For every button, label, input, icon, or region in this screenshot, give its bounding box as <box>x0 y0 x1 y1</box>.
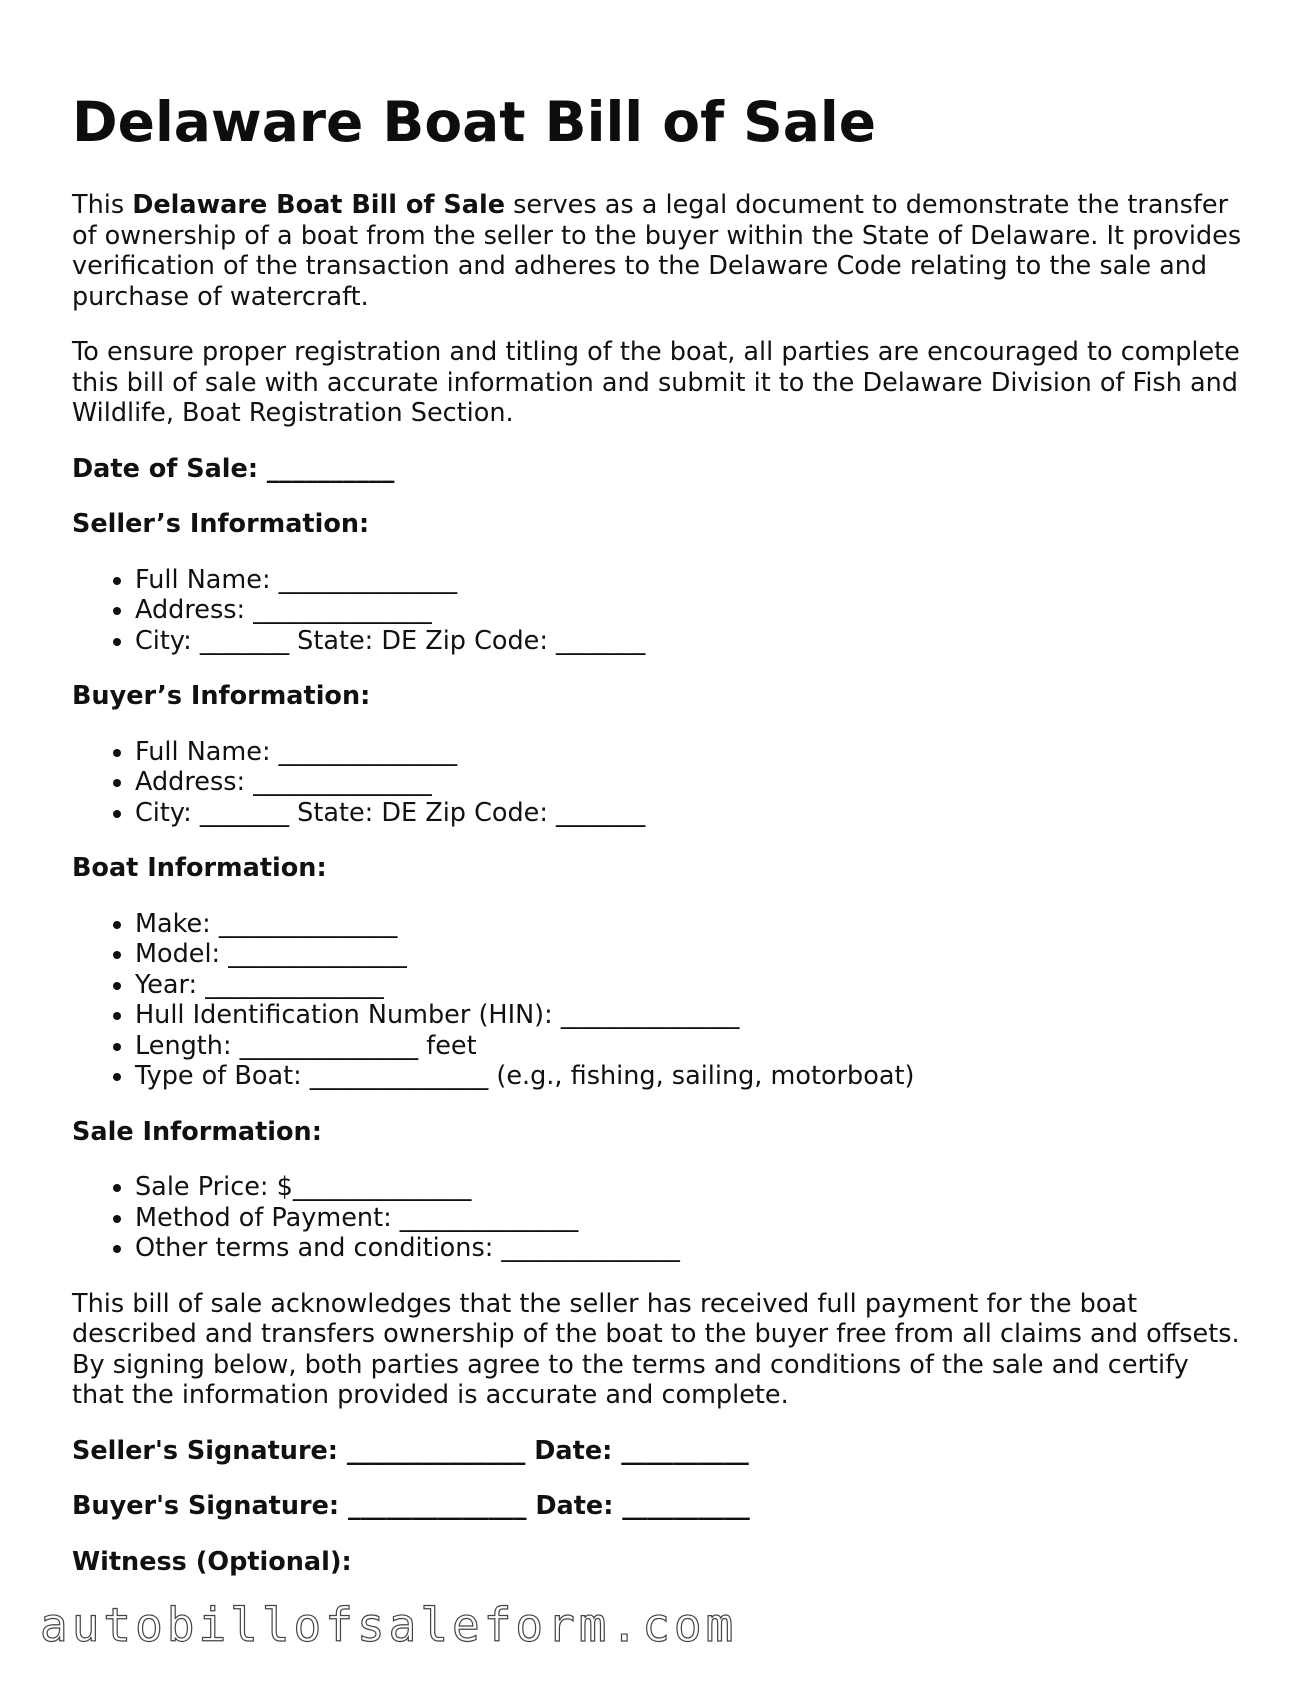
buyer-full-name-field[interactable]: • Full Name: ______________ <box>135 737 1242 768</box>
date-of-sale-field[interactable]: Date of Sale: __________ <box>72 453 395 484</box>
watermark-text: autobillofsaleform.com <box>40 1598 738 1652</box>
buyer-city-state-zip-field[interactable]: • City: _______ State: DE Zip Code: _______ <box>135 798 1242 829</box>
intro-prefix: This <box>72 190 133 220</box>
buyer-address-field[interactable]: • Address: ______________ <box>135 767 1242 798</box>
document-title: Delaware Boat Bill of Sale <box>72 90 877 154</box>
boat-make-field[interactable]: • Make: ______________ <box>135 909 1242 940</box>
intro-bold-title: Delaware Boat Bill of Sale <box>132 190 506 220</box>
boat-length-field[interactable]: • Length: ______________ feet <box>135 1031 1242 1062</box>
other-terms-field[interactable]: • Other terms and conditions: ______________ <box>135 1233 1242 1264</box>
seller-heading: Seller’s Information: <box>72 509 370 539</box>
boat-year-field[interactable]: • Year: ______________ <box>135 970 1242 1001</box>
boat-hin-field[interactable]: • Hull Identification Number (HIN): ______________ <box>135 1000 1242 1031</box>
seller-city-state-zip-field[interactable]: • City: _______ State: DE Zip Code: _______ <box>135 626 1242 657</box>
buyer-heading: Buyer’s Information: <box>72 681 371 711</box>
intro-paragraph <box>72 190 1242 312</box>
document-page <box>72 90 1242 1602</box>
seller-info-list <box>72 565 1242 657</box>
sale-info-list <box>72 1172 1242 1264</box>
boat-info-list <box>72 909 1242 1092</box>
seller-full-name-field[interactable]: • Full Name: ______________ <box>135 565 1242 596</box>
boat-type-field[interactable]: • Type of Boat: ______________ (e.g., fishing, sailing, motorboat) <box>135 1061 1242 1092</box>
seller-signature-line[interactable]: Seller's Signature: ______________ Date: __________ <box>72 1435 749 1466</box>
acknowledgment-paragraph: This bill of sale acknowledges that the seller has received full payment for the boat described and transfers ownership of the boat to the buyer free from all claims and offsets. By signing below, both parties agree to the terms and conditions of the sale and certify that the information provided is accurate and complete. <box>72 1288 1240 1410</box>
buyer-info-list <box>72 737 1242 829</box>
boat-heading: Boat Information: <box>72 853 327 883</box>
witness-heading: Witness (Optional): <box>72 1546 352 1577</box>
instructions-paragraph: To ensure proper registration and titling of the boat, all parties are encouraged to complete this bill of sale with accurate information and submit it to the Delaware Division of Fish and Wildlife, Boat Registration Section. <box>72 337 1240 428</box>
intro-suffix: serves as a legal document to demonstrate the transfer of ownership of a boat from the seller to the buyer within the State of Delaware. It provides verification of the transaction and adheres to the Delaware Code relating to the sale and purchase of watercraft. <box>72 190 1242 312</box>
buyer-signature-line[interactable]: Buyer's Signature: ______________ Date: __________ <box>72 1491 750 1521</box>
sale-heading: Sale Information: <box>72 1116 322 1147</box>
boat-model-field[interactable]: • Model: ______________ <box>135 939 1242 970</box>
sale-price-field[interactable]: • Sale Price: $______________ <box>135 1172 1242 1203</box>
seller-address-field[interactable]: • Address: ______________ <box>135 595 1242 626</box>
payment-method-field[interactable]: • Method of Payment: ______________ <box>135 1203 1242 1234</box>
